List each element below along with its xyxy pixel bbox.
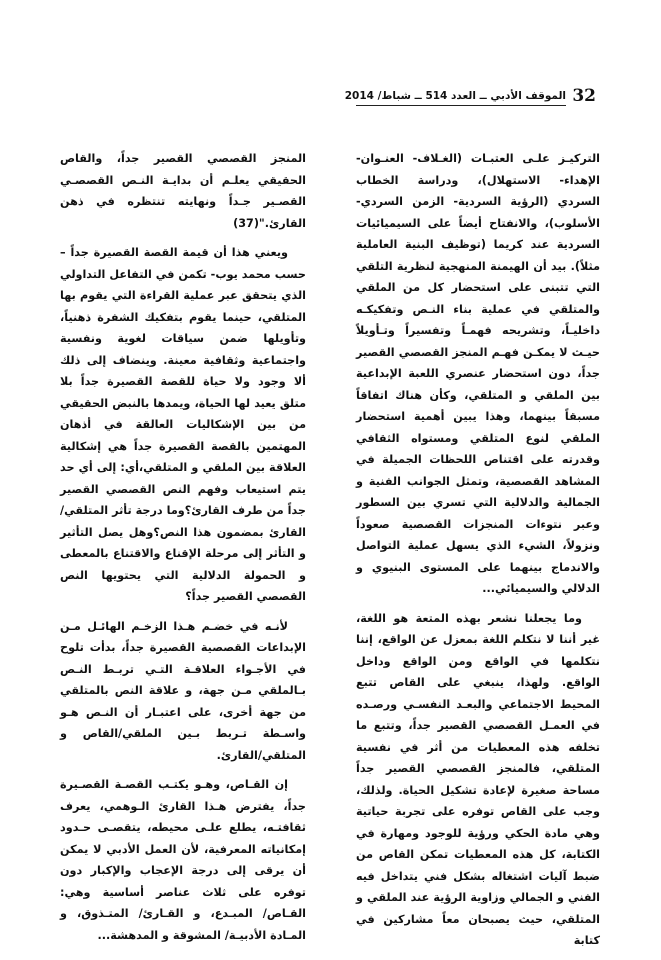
page-header bbox=[344, 84, 596, 110]
right-text-column bbox=[356, 148, 600, 960]
paragraph: التركيـز علـى العتبـات (الغـلاف- العنـوان- الإهداء- الاستهلال)، ودراسة الخطاب السردي (الرؤية السردية- الزمن السردي- الأسلوب)، والانفتاح أيضاً على السيميائيات السردية عند كريما (توظيف البنية العاملية مثلاً). بيد أن الهيمنة المنهجية لنظرية التلقي التي تتبنى على استحضار كل من الملقي والمتلقي في عملية بناء النـص وتفكيكـه داخليـاً، وتشريحه فهمـاً وتفسيراً وتـأويلاً حيـث لا يمكـن فهـم المنجز القصصي القصير جداً، دون استحضار عنصري اللعبة الإبداعية بين الملقي و المتلقي، وكأن هناك اتفاقاً مسبقاً بينهما، وهذا يبين أهمية استحضار الملقي لنوع المتلقي ومستواه الثقافي وقدرته على اقتناص اللحظات الجميلة في المشاهد القصصية، وتمثل الجوانب الفنية و الجمالية والدلالية التي تسري بين السطور وعبر نتوءات المنجزات القصصية صعوداً ونزولاً، الشيء الذي يسهل عملية التواصل والاندماج بينهما على المستوى البنيوي و الدلالي والسيميائي... bbox=[356, 152, 600, 595]
left-text-column bbox=[60, 148, 306, 954]
paragraph: المنجز القصصي القصير جداً، والقاص الحقيقي يعلـم أن بدايـة النـص القصصـي القصـير جـداً ونهايته تنتظره في ذهن القارئ."(37) bbox=[60, 152, 306, 230]
magazine-issue-title: الموقف الأدبي ــ العدد 514 ــ شباط/ 2014 bbox=[344, 90, 566, 102]
paragraph: ويعني هذا أن قيمة القصة القصيرة جداً – حسب محمد يوب- تكمن في التفاعل التداولي الذي يتحقق عبر عملية القراءة التي يقوم بها المتلقي، حينما يقوم بتفكيك الشفرة ذهنياً، وتأويلها ضمن سياقات لغوية ونفسية واجتماعية وثقافية معينة. وينضاف إلى ذلك ألا وجود ولا حياة للقصة القصيرة جداً بلا متلق يعيد لها الحياة، ويمدها بالنبض الحقيقي من بين الإشكاليات العالقة في أذهان المهتمين بالقصة القصيرة جداً هي إشكالية العلاقة بين الملقي و المتلقي،أي: إلى أي حد يتم استيعاب وفهم النص القصصي القصير جداً من طرف القارئ؟وما درجة تأثر المتلقي/القارئ بمضمون هذا النص؟وهل يصل التأثير و التأثر إلى مرحلة الإقناع والاقتناع بالمعطى و الحمولة الدلالية التي يحتويها النص القصصي القصير جداً؟ bbox=[60, 246, 306, 603]
paragraph: لأنـه في خضـم هـذا الزخـم الهائـل مـن الإبداعات القصصية القصيرة جداً، بدأت تلوح في الأجـواء العلاقـة التـي تربـط النـص بـالملقي مـن جهة، و علاقة النص بالمتلقي من جهة أخرى، على اعتبـار أن النـص هـو واسـطة تـربط بـين الملقي/القاص و المتلقي/القارئ. bbox=[60, 619, 306, 762]
paragraph: وما يجعلنا نشعر بهذه المتعة هو اللغة، غير أننا لا نتكلم اللغة بمعزل عن الواقع، إننا نتكلمها في الواقع ومن الواقع وداخل الواقع. ولهذا، ينبغي على القاص تتبع المحيط الاجتماعي والبعـد النفسـي ورصـده في العمـل القصصي القصير جداً، وتتبع ما تخلفه هذه المعطيات من أثر في نفسية المتلقي، فالمنجز القصصي القصير جداً مساحة صغيرة لإعادة تشكيل الحياة. ولذلك، وجب على القاص توفره على تجربة حياتية وهي مادة الحكي ورؤية للوجود ومهارة في الكتابة، كل هذه المعطيات تمكن القاص من ضبط آليات اشتغاله بشكل فني يتداخل فيه الفني و الجمالي وزاوية الرؤية عند الملقي و المتلقي، حيث يصبحان معاً مشاركين في كتابة bbox=[356, 611, 600, 947]
header-rule bbox=[356, 105, 566, 106]
page-number: 32 bbox=[572, 86, 596, 106]
paragraph: إن القـاص، وهـو يكتـب القصـة القصـيرة جداً، يفترض هـذا القارئ الـوهمي، يعرف ثقافتـه، يطلع علـى محيطه، يتقصـى حـدود إمكانياته المعرفية، لأن العمل الأدبي لا يمكن أن يرقى إلى درجة الإعجاب والإكبار دون توفره على ثلاث عناصر أساسية وهي: القـاص/ المبـدع، و القـارئ/ المتـذوق، و المـادة الأدبيـة/ المشوقة و المدهشة... bbox=[60, 778, 306, 942]
